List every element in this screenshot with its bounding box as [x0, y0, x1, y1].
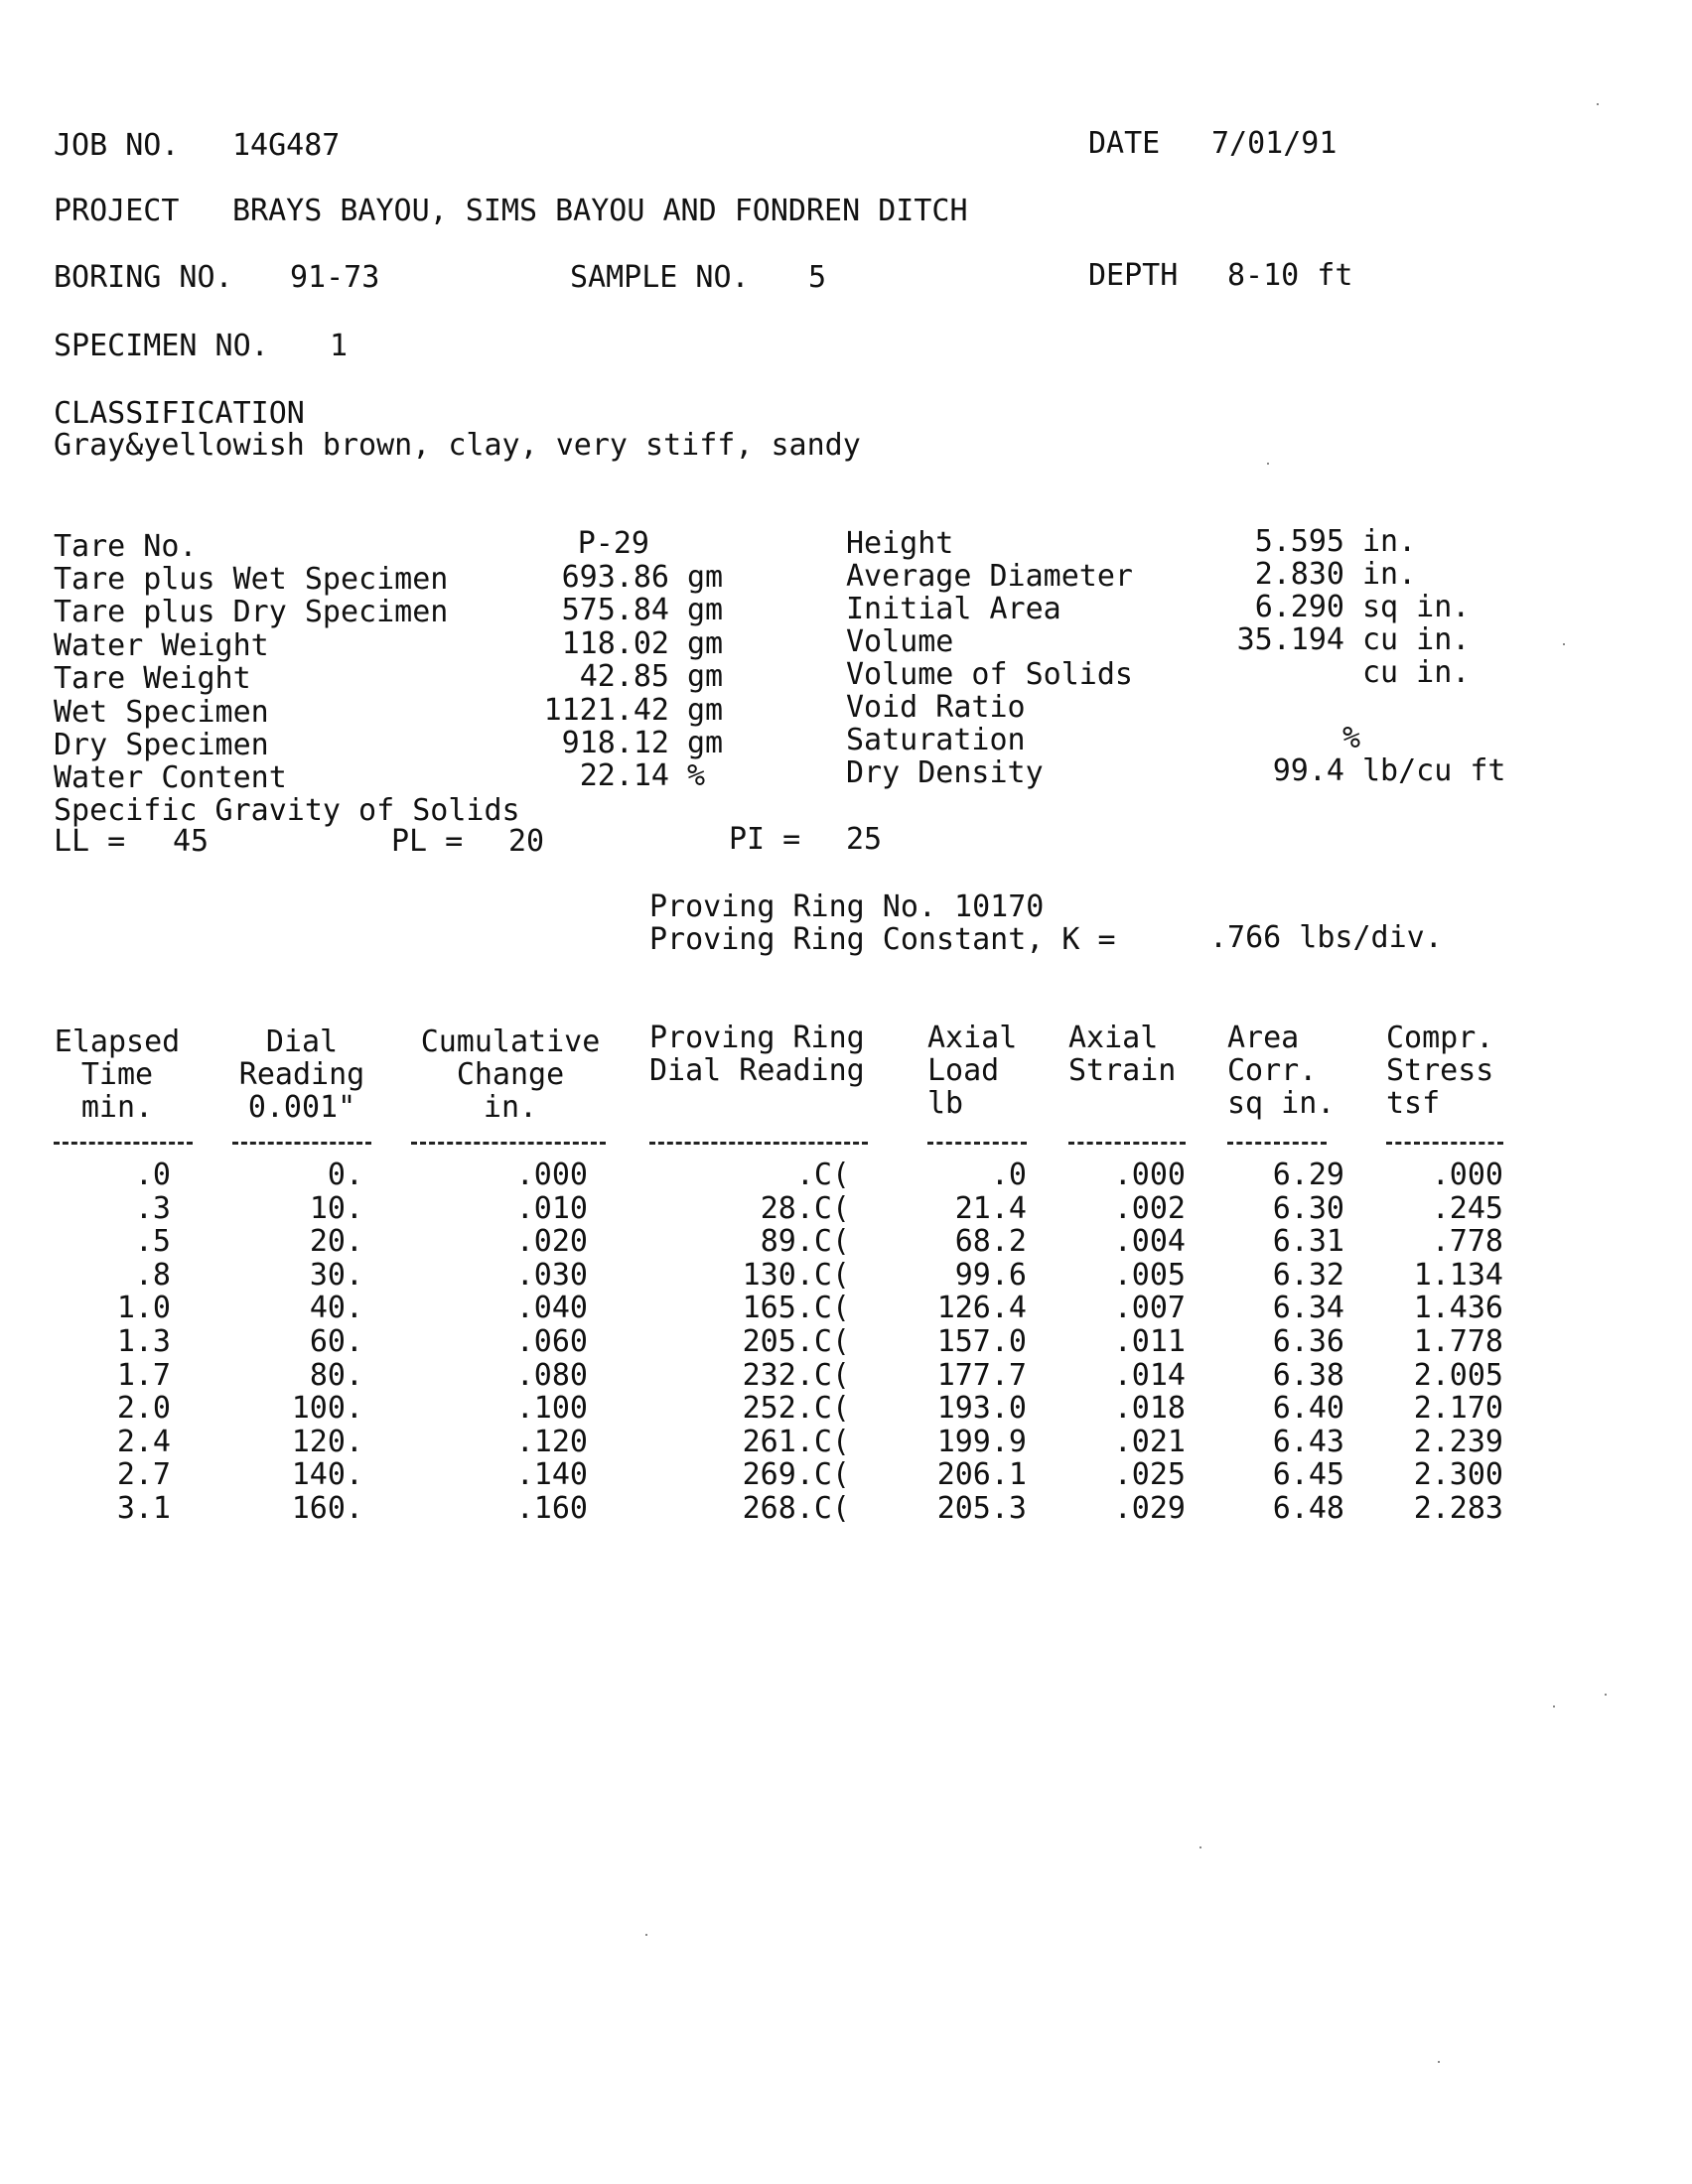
table-cell: 6.43 [1272, 1424, 1344, 1459]
scan-speck [645, 1934, 647, 1936]
table-row [0, 1259, 1692, 1292]
table-cell: 6.32 [1272, 1257, 1344, 1293]
header-rule [1386, 1142, 1503, 1145]
prop-value: 118.02 [561, 626, 669, 661]
table-cell: 2.283 [1413, 1491, 1503, 1526]
specimen-no-label: SPECIMEN NO. [54, 329, 269, 363]
table-cell: 6.48 [1272, 1491, 1344, 1526]
pi-value: 25 [846, 822, 883, 857]
table-row [0, 1458, 1692, 1491]
prop-label: Water Content [54, 760, 287, 795]
table-cell: .029 [1113, 1491, 1186, 1526]
header-rule [232, 1142, 371, 1145]
prop-unit: in. [1362, 557, 1417, 592]
prop-unit: sq in. [1362, 590, 1471, 624]
scan-speck [1199, 1846, 1201, 1848]
table-cell: 199.9 [936, 1424, 1027, 1459]
table-cell: .018 [1113, 1391, 1186, 1427]
column-header: Elapsed Time min. [54, 1024, 181, 1125]
prop-unit: gm [687, 560, 724, 595]
table-row [0, 1392, 1692, 1425]
prop-label: Tare plus Dry Specimen [54, 595, 449, 629]
table-cell: 2.005 [1413, 1357, 1503, 1393]
table-cell: 2.7 [116, 1457, 171, 1493]
header-rule [54, 1142, 193, 1145]
pi-label: PI = [729, 822, 801, 857]
table-cell: 30. [309, 1257, 363, 1293]
prop-label: Volume [846, 624, 954, 659]
table-cell: 261.C( [742, 1424, 850, 1459]
prop-value: 2.830 [1254, 557, 1344, 592]
scan-speck [1563, 643, 1565, 645]
column-header: Axial Load lb [927, 1021, 1018, 1121]
table-cell: .120 [515, 1424, 588, 1459]
table-cell: .014 [1113, 1357, 1186, 1393]
project-value: BRAYS BAYOU, SIMS BAYOU AND FONDREN DITCH [232, 194, 968, 228]
table-cell: .060 [515, 1324, 588, 1359]
table-cell: .011 [1113, 1324, 1186, 1359]
table-cell: .3 [134, 1190, 171, 1226]
prop-unit: gm [687, 626, 724, 661]
project-label: PROJECT [54, 194, 180, 228]
prop-value: 6.290 [1254, 590, 1344, 624]
date-label: DATE [1088, 126, 1161, 161]
table-cell: 1.778 [1413, 1324, 1503, 1359]
prop-label: Dry Specimen [54, 728, 269, 762]
scan-speck [1438, 2061, 1440, 2063]
column-header: Axial Strain [1068, 1021, 1177, 1088]
prop-label: Height [846, 526, 954, 561]
proving-ring-number: Proving Ring No. 10170 [649, 889, 1045, 924]
ll-value: 45 [173, 824, 210, 859]
proving-ring-constant-label: Proving Ring Constant, K = [649, 922, 1116, 957]
header-rule [1068, 1142, 1186, 1145]
table-cell: 2.300 [1413, 1457, 1503, 1493]
table-cell: 60. [309, 1324, 363, 1359]
table-cell: 28.C( [760, 1190, 850, 1226]
table-cell: .020 [515, 1224, 588, 1260]
scan-speck [1605, 1694, 1607, 1696]
table-cell: 1.436 [1413, 1291, 1503, 1326]
table-cell: 10. [309, 1190, 363, 1226]
table-cell: 126.4 [936, 1291, 1027, 1326]
table-cell: 6.38 [1272, 1357, 1344, 1393]
prop-value: 575.84 [561, 593, 669, 627]
table-cell: .021 [1113, 1424, 1186, 1459]
prop-label: Tare Weight [54, 661, 251, 696]
prop-value: 5.595 [1254, 524, 1344, 559]
table-cell: 120. [291, 1424, 363, 1459]
table-cell: 6.40 [1272, 1391, 1344, 1427]
sample-no-label: SAMPLE NO. [570, 260, 750, 295]
table-cell: .010 [515, 1190, 588, 1226]
job-no-label: JOB NO. [54, 128, 180, 163]
column-header: Compr. Stress tsf [1386, 1021, 1494, 1121]
table-cell: .100 [515, 1391, 588, 1427]
header-rule [649, 1142, 868, 1145]
prop-unit: gm [687, 726, 724, 760]
prop-unit: in. [1362, 524, 1417, 559]
table-row [0, 1492, 1692, 1525]
table-cell: 157.0 [936, 1324, 1027, 1359]
prop-label: Specific Gravity of Solids [54, 793, 520, 828]
ll-label: LL = [54, 824, 126, 859]
table-cell: 193.0 [936, 1391, 1027, 1427]
prop-unit: % [1342, 721, 1361, 755]
proving-ring-constant-value: .766 lbs/div. [1209, 920, 1443, 955]
column-header: Cumulative Change in. [420, 1024, 601, 1125]
depth-value: 8-10 ft [1227, 258, 1353, 293]
table-cell: 6.31 [1272, 1224, 1344, 1260]
table-cell: 269.C( [742, 1457, 850, 1493]
table-cell: 205.C( [742, 1324, 850, 1359]
table-cell: .025 [1113, 1457, 1186, 1493]
column-header: Area Corr. sq in. [1227, 1021, 1336, 1121]
table-cell: .005 [1113, 1257, 1186, 1293]
column-header: Proving Ring Dial Reading [649, 1021, 865, 1088]
prop-label: Volume of Solids [846, 657, 1133, 692]
table-row [0, 1359, 1692, 1392]
header-rule [411, 1142, 606, 1145]
table-cell: 2.170 [1413, 1391, 1503, 1427]
table-row [0, 1426, 1692, 1458]
scan-speck [1597, 103, 1599, 105]
prop-value: 99.4 [1272, 753, 1344, 788]
pl-value: 20 [508, 824, 545, 859]
prop-label: Void Ratio [846, 690, 1026, 725]
job-no-value: 14G487 [232, 128, 341, 163]
table-cell: .007 [1113, 1291, 1186, 1326]
table-row [0, 1159, 1692, 1191]
column-header: Dial Reading 0.001" [238, 1024, 365, 1125]
table-cell: 0. [327, 1158, 363, 1192]
table-cell: 130.C( [742, 1257, 850, 1293]
table-cell: 1.134 [1413, 1257, 1503, 1293]
table-cell: 1.3 [116, 1324, 171, 1359]
table-cell: 100. [291, 1391, 363, 1427]
table-cell: .000 [1113, 1158, 1186, 1192]
prop-unit: cu in. [1362, 622, 1471, 657]
table-cell: .0 [990, 1158, 1027, 1192]
table-cell: .030 [515, 1257, 588, 1293]
table-cell: .140 [515, 1457, 588, 1493]
table-cell: 6.36 [1272, 1324, 1344, 1359]
table-cell: 6.30 [1272, 1190, 1344, 1226]
prop-unit: gm [687, 693, 724, 728]
table-cell: 160. [291, 1491, 363, 1526]
table-cell: .080 [515, 1357, 588, 1393]
table-cell: 89.C( [760, 1224, 850, 1260]
prop-unit: cu in. [1362, 655, 1471, 690]
prop-label: Initial Area [846, 592, 1061, 626]
classification-value: Gray&yellowish brown, clay, very stiff, sandy [54, 428, 861, 463]
table-cell: .C( [795, 1158, 850, 1192]
header-rule [927, 1142, 1027, 1145]
table-cell: .778 [1431, 1224, 1503, 1260]
boring-no-value: 91-73 [290, 260, 380, 295]
scan-speck [1553, 1706, 1555, 1707]
prop-label: Average Diameter [846, 559, 1133, 594]
table-cell: 2.239 [1413, 1424, 1503, 1459]
table-cell: 2.0 [116, 1391, 171, 1427]
prop-label: Tare plus Wet Specimen [54, 562, 449, 597]
table-cell: 2.4 [116, 1424, 171, 1459]
table-cell: .8 [134, 1257, 171, 1293]
table-cell: 206.1 [936, 1457, 1027, 1493]
table-cell: 80. [309, 1357, 363, 1393]
prop-value: 35.194 [1236, 622, 1344, 657]
prop-unit: lb/cu ft [1362, 753, 1506, 788]
table-cell: 99.6 [954, 1257, 1027, 1293]
table-cell: 20. [309, 1224, 363, 1260]
pl-label: PL = [391, 824, 464, 859]
classification-label: CLASSIFICATION [54, 396, 305, 431]
table-cell: 1.7 [116, 1357, 171, 1393]
table-cell: 40. [309, 1291, 363, 1326]
table-cell: .5 [134, 1224, 171, 1260]
table-cell: .004 [1113, 1224, 1186, 1260]
prop-value: 22.14 [579, 758, 669, 793]
table-row [0, 1225, 1692, 1258]
table-cell: 177.7 [936, 1357, 1027, 1393]
table-row [0, 1292, 1692, 1324]
table-cell: .000 [1431, 1158, 1503, 1192]
table-cell: 68.2 [954, 1224, 1027, 1260]
sample-no-value: 5 [808, 260, 827, 295]
table-cell: 3.1 [116, 1491, 171, 1526]
prop-unit: gm [687, 593, 724, 627]
table-cell: .160 [515, 1491, 588, 1526]
prop-unit: gm [687, 659, 724, 694]
prop-label: Water Weight [54, 628, 269, 663]
header-rule [1227, 1142, 1327, 1145]
date-value: 7/01/91 [1211, 126, 1338, 161]
scan-speck [1267, 463, 1269, 465]
table-row [0, 1192, 1692, 1225]
prop-value: 1121.42 [543, 693, 669, 728]
boring-no-label: BORING NO. [54, 260, 233, 295]
table-cell: 232.C( [742, 1357, 850, 1393]
table-cell: 140. [291, 1457, 363, 1493]
prop-value: 693.86 [561, 560, 669, 595]
prop-label: Tare No. [54, 529, 198, 564]
prop-value: P-29 [577, 526, 649, 561]
table-cell: .245 [1431, 1190, 1503, 1226]
table-cell: 205.3 [936, 1491, 1027, 1526]
table-cell: .000 [515, 1158, 588, 1192]
table-row [0, 1325, 1692, 1358]
prop-label: Wet Specimen [54, 695, 269, 730]
table-cell: 252.C( [742, 1391, 850, 1427]
prop-unit: % [687, 758, 706, 793]
prop-value: 42.85 [579, 659, 669, 694]
prop-label: Saturation [846, 723, 1026, 757]
table-cell: 21.4 [954, 1190, 1027, 1226]
table-cell: 6.45 [1272, 1457, 1344, 1493]
table-cell: .040 [515, 1291, 588, 1326]
specimen-no-value: 1 [330, 329, 349, 363]
table-cell: 6.34 [1272, 1291, 1344, 1326]
table-cell: .002 [1113, 1190, 1186, 1226]
table-cell: 6.29 [1272, 1158, 1344, 1192]
prop-label: Dry Density [846, 755, 1044, 790]
depth-label: DEPTH [1088, 258, 1179, 293]
table-cell: 165.C( [742, 1291, 850, 1326]
table-cell: 1.0 [116, 1291, 171, 1326]
table-cell: 268.C( [742, 1491, 850, 1526]
prop-value: 918.12 [561, 726, 669, 760]
table-cell: .0 [134, 1158, 171, 1192]
